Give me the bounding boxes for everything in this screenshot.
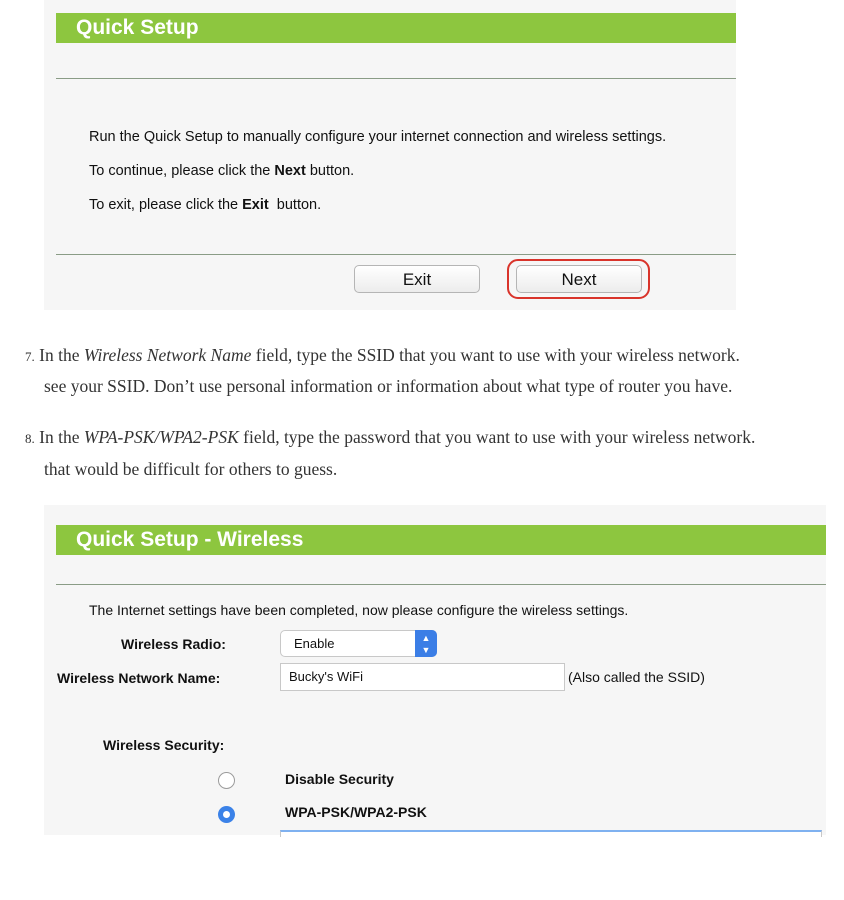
wireless-intro: The Internet settings have been completed, now please configure the wireless settings. [89,602,629,618]
password-field[interactable] [280,830,822,837]
instruction-step-8: 8. In the WPA-PSK/WPA2-PSK field, type the password that you want to use with your wireless network. [25,427,756,447]
disable-security-radio[interactable] [218,772,235,789]
exit-button[interactable]: Exit [354,265,480,293]
wireless-setup-panel [44,505,826,835]
wireless-name-label: Wireless Network Name: [57,670,221,686]
divider [56,254,736,255]
quick-setup-line-2: To continue, please click the Next button. [89,163,355,179]
wireless-radio-select[interactable] [280,630,437,657]
divider [56,78,736,79]
quick-setup-panel [44,0,736,310]
next-button[interactable]: Next [516,265,642,293]
wireless-radio-label: Wireless Radio: [121,636,226,652]
divider [56,584,826,585]
wireless-radio-value: Enable [294,636,335,651]
ssid-hint: (Also called the SSID) [568,669,705,685]
wireless-setup-title: Quick Setup - Wireless [56,525,826,555]
quick-setup-title: Quick Setup [56,13,736,43]
instruction-step-8-cont: that would be difficult for others to guess. [44,459,338,479]
quick-setup-line-1: Run the Quick Setup to manually configure your internet connection and wireless settings. [89,129,667,145]
instruction-step-7-cont: see your SSID. Don’t use personal information or information about what type of router you have. [44,376,733,396]
wpa-psk-radio[interactable] [218,806,235,823]
wireless-security-label: Wireless Security: [103,737,225,753]
disable-security-label: Disable Security [285,771,394,787]
wireless-name-input[interactable]: Bucky's WiFi [280,663,565,691]
quick-setup-line-3: To exit, please click the Exit button. [89,197,322,213]
wpa-psk-label: WPA-PSK/WPA2-PSK [285,804,427,820]
select-arrows-icon: ▲ ▼ [415,630,437,657]
instruction-step-7: 7. In the Wireless Network Name field, type the SSID that you want to use with your wireless network. [25,345,740,365]
